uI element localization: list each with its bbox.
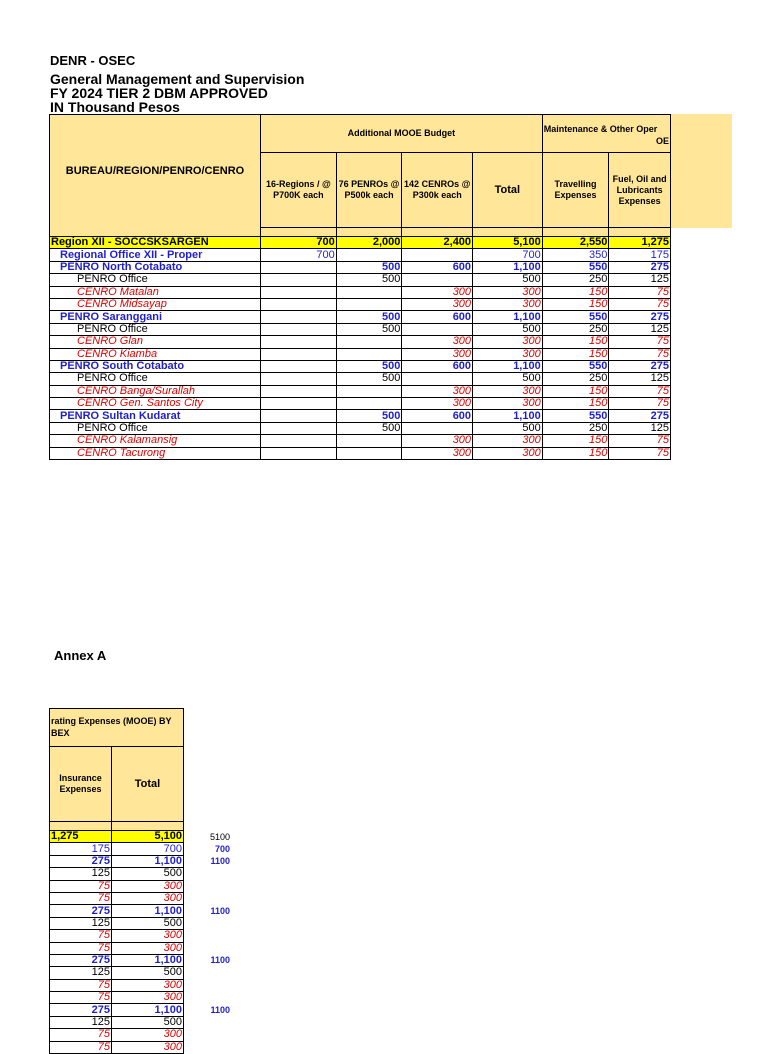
cell-cenros: 300: [402, 398, 473, 410]
cell-fuel: 75: [609, 298, 671, 310]
fiscal-title: FY 2024 TIER 2 DBM APPROVED: [50, 85, 268, 101]
row-name: CENRO Kiamba: [50, 348, 261, 360]
cell-insurance: 75: [50, 979, 112, 991]
cell-total: 5,100: [473, 237, 543, 249]
table-row: [50, 410, 671, 422]
cell-regions: [261, 311, 337, 323]
cell-fuel: 1,275: [609, 237, 671, 249]
cell-penros: [336, 385, 402, 397]
cell-cenros: 300: [402, 348, 473, 360]
cell-fuel: 75: [609, 336, 671, 348]
table-row: [50, 323, 671, 335]
row-name: PENRO Office: [50, 422, 261, 434]
program-title: General Management and Supervision: [50, 71, 305, 87]
cell-regions: [261, 447, 337, 459]
cell-insurance: 75: [50, 942, 112, 954]
cell-penros: [336, 286, 402, 298]
cell-regions: [261, 298, 337, 310]
row-name: CENRO Midsayap: [50, 298, 261, 310]
cell-total: 500: [473, 274, 543, 286]
cell-cenros: 300: [402, 286, 473, 298]
table-row: [50, 336, 671, 348]
cell-cenros: [402, 274, 473, 286]
header-travelling: Travelling Expenses: [542, 153, 609, 228]
cell-total-page2: 300: [112, 880, 184, 892]
cell-penros: 500: [336, 274, 402, 286]
table-row: [50, 942, 184, 954]
row-name: CENRO Matalan: [50, 286, 261, 298]
table-row: [50, 249, 671, 261]
cell-cenros: [402, 422, 473, 434]
cell-travelling: 150: [542, 286, 609, 298]
cell-travelling: 550: [542, 360, 609, 372]
cell-regions: [261, 385, 337, 397]
cell-regions: [261, 261, 337, 273]
cell-insurance: 125: [50, 967, 112, 979]
row-name: PENRO Office: [50, 323, 261, 335]
cell-total-page2: 500: [112, 868, 184, 880]
cell-total: 1,100: [473, 261, 543, 273]
cell-regions: [261, 360, 337, 372]
cell-insurance: 175: [50, 843, 112, 855]
cell-fuel: 275: [609, 410, 671, 422]
table-row: [50, 979, 184, 991]
table-row: [50, 373, 671, 385]
cell-regions: 700: [261, 237, 337, 249]
cell-total: 300: [473, 385, 543, 397]
header-fill-extension: [671, 114, 732, 228]
cell-cenros: 300: [402, 336, 473, 348]
table-row: [50, 930, 184, 942]
cell-cenros: 300: [402, 447, 473, 459]
cell-penros: 500: [336, 360, 402, 372]
cell-travelling: 150: [542, 435, 609, 447]
header-mooe-group: [542, 115, 670, 153]
cell-cenros: [402, 323, 473, 335]
cell-travelling: 250: [542, 274, 609, 286]
cell-total: 500: [473, 373, 543, 385]
row-name: PENRO Saranggani: [50, 311, 261, 323]
cell-insurance: 275: [50, 954, 112, 966]
cell-insurance: 125: [50, 1016, 112, 1028]
cell-insurance: 75: [50, 930, 112, 942]
cell-total: 300: [473, 298, 543, 310]
cell-insurance: 1,275: [50, 831, 112, 843]
cell-regions: [261, 422, 337, 434]
header-mooe-group-cont-page2: [50, 709, 184, 747]
cell-total-page2: 1,100: [112, 905, 184, 917]
table-row: [50, 237, 671, 249]
cell-travelling: 350: [542, 249, 609, 261]
cell-cenros: 600: [402, 261, 473, 273]
cell-regions: [261, 323, 337, 335]
cell-total-page2: 300: [112, 1041, 184, 1053]
cell-fuel: 175: [609, 249, 671, 261]
cell-insurance: 275: [50, 905, 112, 917]
cell-total: 300: [473, 336, 543, 348]
header-total-page2: Total: [112, 747, 184, 822]
table-row: [50, 917, 184, 929]
cell-total: 1,100: [473, 360, 543, 372]
header-page2-group-cont: BEX: [51, 728, 70, 738]
cell-cenros: 600: [402, 311, 473, 323]
table-row: [50, 447, 671, 459]
cell-cenros: [402, 373, 473, 385]
table-row: [50, 360, 671, 372]
cell-fuel: 75: [609, 286, 671, 298]
cell-total: 300: [473, 435, 543, 447]
cell-total: 300: [473, 398, 543, 410]
header-fuel: Fuel, Oil and Lubricants Expenses: [609, 153, 671, 228]
cell-penros: [336, 249, 402, 261]
table-row: [50, 298, 671, 310]
cell-regions: [261, 410, 337, 422]
header-insurance: Insurance Expenses: [50, 747, 112, 822]
side-total: 700: [214, 843, 230, 854]
cell-travelling: 2,550: [542, 237, 609, 249]
cell-cenros: 600: [402, 360, 473, 372]
table-row: [50, 398, 671, 410]
unit-title: IN Thousand Pesos: [50, 99, 180, 115]
cell-travelling: 150: [542, 385, 609, 397]
cell-travelling: 550: [542, 410, 609, 422]
cell-regions: [261, 274, 337, 286]
header-regions: 16-Regions / @ P700K each: [261, 153, 337, 228]
cell-total-page2: 700: [112, 843, 184, 855]
cell-total: 500: [473, 323, 543, 335]
cell-penros: 500: [336, 323, 402, 335]
cell-total-page2: 300: [112, 930, 184, 942]
cell-insurance: 75: [50, 880, 112, 892]
table-row: [50, 892, 184, 904]
row-name: CENRO Gen. Santos City: [50, 398, 261, 410]
cell-total-page2: 300: [112, 892, 184, 904]
budget-table-page1: [49, 114, 671, 460]
header-mooe-group-cont: OE: [655, 136, 669, 146]
cell-total: 1,100: [473, 410, 543, 422]
cell-penros: [336, 398, 402, 410]
row-name: Region XII - SOCCSKSARGEN: [50, 237, 261, 249]
cell-total: 700: [473, 249, 543, 261]
row-name: PENRO North Cotabato: [50, 261, 261, 273]
header-mooe-group-text: Maintenance & Other Oper: [543, 124, 658, 134]
table-row: [50, 954, 184, 966]
annex-label: Annex A: [54, 648, 107, 663]
cell-total-page2: 300: [112, 979, 184, 991]
row-name: PENRO Sultan Kudarat: [50, 410, 261, 422]
cell-cenros: [402, 249, 473, 261]
cell-total-page2: 500: [112, 917, 184, 929]
side-total: 5100: [209, 831, 230, 842]
cell-cenros: 600: [402, 410, 473, 422]
header-total: Total: [473, 153, 543, 228]
row-name: PENRO Office: [50, 373, 261, 385]
cell-regions: [261, 435, 337, 447]
row-name: PENRO Office: [50, 274, 261, 286]
table-row: [50, 1041, 184, 1053]
agency-title: DENR - OSEC: [50, 53, 136, 68]
table-row: [50, 992, 184, 1004]
cell-regions: [261, 398, 337, 410]
table-row: [50, 1016, 184, 1028]
cell-fuel: 125: [609, 274, 671, 286]
cell-insurance: 275: [50, 855, 112, 867]
table-row: [50, 868, 184, 880]
cell-total: 300: [473, 447, 543, 459]
cell-insurance: 75: [50, 1041, 112, 1053]
cell-insurance: 125: [50, 917, 112, 929]
table-row: [50, 843, 184, 855]
cell-penros: [336, 348, 402, 360]
table-row: [50, 286, 671, 298]
header-penros: 76 PENROs @ P500k each: [336, 153, 402, 228]
cell-total: 300: [473, 286, 543, 298]
row-name: PENRO South Cotabato: [50, 360, 261, 372]
cell-fuel: 275: [609, 311, 671, 323]
table-row: [50, 967, 184, 979]
cell-total-page2: 500: [112, 1016, 184, 1028]
header-page2-group-text: rating Expenses (MOOE) BY: [51, 716, 172, 726]
cell-regions: [261, 348, 337, 360]
cell-insurance: 75: [50, 1029, 112, 1041]
cell-fuel: 275: [609, 261, 671, 273]
cell-total-page2: 300: [112, 942, 184, 954]
table-row: [50, 261, 671, 273]
cell-fuel: 75: [609, 348, 671, 360]
cell-penros: 500: [336, 422, 402, 434]
cell-total-page2: 500: [112, 967, 184, 979]
cell-total: 1,100: [473, 311, 543, 323]
cell-insurance: 275: [50, 1004, 112, 1016]
cell-fuel: 75: [609, 398, 671, 410]
table-row: [50, 435, 671, 447]
side-total: 1100: [210, 856, 230, 867]
row-name: CENRO Kalamansig: [50, 435, 261, 447]
header-cenros: 142 CENROs @ P300k each: [402, 153, 473, 228]
side-total: 1100: [210, 1004, 230, 1015]
cell-insurance: 75: [50, 992, 112, 1004]
cell-penros: [336, 298, 402, 310]
cell-travelling: 150: [542, 298, 609, 310]
cell-penros: 500: [336, 373, 402, 385]
table-row: [50, 905, 184, 917]
table-row: [50, 385, 671, 397]
cell-cenros: 300: [402, 385, 473, 397]
cell-insurance: 75: [50, 892, 112, 904]
cell-travelling: 250: [542, 373, 609, 385]
table-row: [50, 1004, 184, 1016]
cell-fuel: 275: [609, 360, 671, 372]
table-row: [50, 831, 184, 843]
cell-cenros: 2,400: [402, 237, 473, 249]
table-row: [50, 1029, 184, 1041]
cell-travelling: 550: [542, 261, 609, 273]
cell-penros: [336, 435, 402, 447]
cell-travelling: 250: [542, 422, 609, 434]
column-header-name: BUREAU/REGION/PENRO/CENRO: [50, 115, 261, 228]
header-additional-mooe: Additional MOOE Budget: [261, 115, 543, 153]
table-row: [50, 348, 671, 360]
cell-penros: [336, 336, 402, 348]
cell-fuel: 75: [609, 385, 671, 397]
cell-travelling: 150: [542, 398, 609, 410]
cell-fuel: 125: [609, 323, 671, 335]
cell-fuel: 125: [609, 373, 671, 385]
cell-total-page2: 5,100: [112, 831, 184, 843]
side-total: 1100: [210, 905, 230, 916]
cell-regions: [261, 373, 337, 385]
row-name: CENRO Banga/Surallah: [50, 385, 261, 397]
side-total: 1100: [210, 955, 230, 966]
cell-regions: 700: [261, 249, 337, 261]
table-row: [50, 311, 671, 323]
row-name: Regional Office XII - Proper: [50, 249, 261, 261]
cell-fuel: 75: [609, 447, 671, 459]
cell-fuel: 125: [609, 422, 671, 434]
document-titles: [50, 54, 304, 114]
cell-total-page2: 300: [112, 992, 184, 1004]
cell-penros: 2,000: [336, 237, 402, 249]
cell-travelling: 150: [542, 447, 609, 459]
cell-fuel: 75: [609, 435, 671, 447]
table-row: [50, 880, 184, 892]
table-row: [50, 274, 671, 286]
budget-table-page2: [49, 708, 184, 1054]
cell-insurance: 125: [50, 868, 112, 880]
cell-regions: [261, 286, 337, 298]
row-name: CENRO Glan: [50, 336, 261, 348]
cell-penros: [336, 447, 402, 459]
cell-travelling: 150: [542, 348, 609, 360]
cell-travelling: 550: [542, 311, 609, 323]
cell-total-page2: 1,100: [112, 1004, 184, 1016]
cell-total-page2: 1,100: [112, 954, 184, 966]
cell-penros: 500: [336, 410, 402, 422]
cell-total-page2: 1,100: [112, 855, 184, 867]
row-name: CENRO Tacurong: [50, 447, 261, 459]
cell-total: 500: [473, 422, 543, 434]
table-row: [50, 855, 184, 867]
cell-total-page2: 300: [112, 1029, 184, 1041]
cell-total: 300: [473, 348, 543, 360]
cell-cenros: 300: [402, 298, 473, 310]
cell-penros: 500: [336, 261, 402, 273]
cell-travelling: 150: [542, 336, 609, 348]
cell-regions: [261, 336, 337, 348]
cell-travelling: 250: [542, 323, 609, 335]
cell-penros: 500: [336, 311, 402, 323]
table-row: [50, 422, 671, 434]
cell-cenros: 300: [402, 435, 473, 447]
